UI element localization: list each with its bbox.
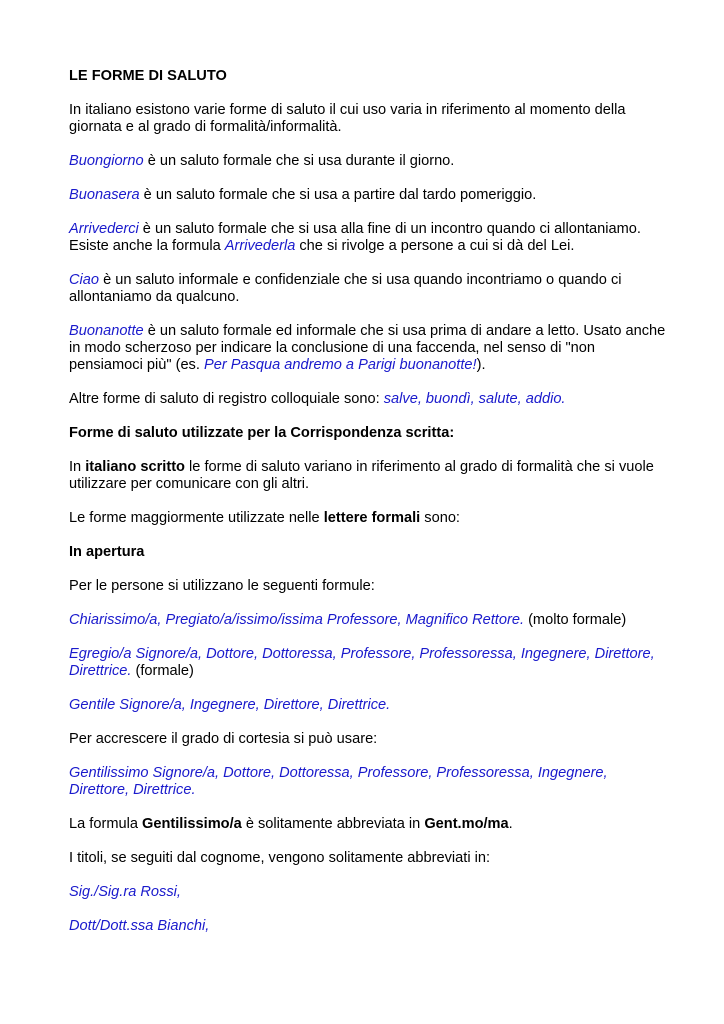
formula-formale: Egregio/a Signore/a, Dottore, Dottoressa, Professore, Professoressa, Ingegnere, Direttore, Direttrice. (formale)	[69, 646, 655, 679]
arrivederci-text: è un saluto formale che si usa alla fine di un incontro quando ci allontaniamo. Esiste anche la formula	[69, 221, 641, 254]
buongiorno-text: è un saluto formale che si usa durante il giorno.	[143, 153, 455, 169]
document-title: LE FORME DI SALUTO	[69, 68, 227, 84]
example-sig: Sig./Sig.ra Rossi,	[69, 884, 181, 900]
buonanotte-close: ).	[476, 357, 486, 373]
scritto-bold: italiano scritto	[85, 459, 185, 475]
buonanotte-example: Per Pasqua andremo a Parigi buonanotte!	[203, 357, 477, 373]
apertura-heading: In apertura	[69, 544, 145, 560]
scritto-paragraph: In italiano scritto le forme di saluto variano in riferimento al grado di formalità che si vuole utilizzare per comunicare con gli altri.	[69, 459, 654, 492]
buonanotte-term: Buonanotte	[69, 323, 144, 339]
formula-gentilissimo: Gentilissimo Signore/a, Dottore, Dottoressa, Professore, Professoressa, Ingegnere, Direttore, Direttrice.	[69, 765, 608, 798]
buonasera-term: Buonasera	[69, 187, 140, 203]
intro-paragraph: In italiano esistono varie forme di saluto il cui uso varia in riferimento al momento della giornata e al grado di formalità/informalità.	[69, 102, 626, 135]
buonanotte-paragraph	[69, 323, 669, 374]
arrivederla-text: che si rivolge a persone a cui si dà del Lei.	[295, 238, 575, 254]
buonasera-paragraph	[69, 187, 669, 204]
titoli-paragraph: I titoli, se seguiti dal cognome, vengono solitamente abbreviati in:	[69, 850, 491, 866]
altre-paragraph	[69, 391, 669, 408]
altre-text: Altre forme di saluto di registro colloquiale sono:	[69, 391, 384, 407]
altre-terms: salve, buondì, salute, addio.	[383, 391, 566, 407]
buonanotte-text: è un saluto formale ed informale che si usa prima di andare a letto. Usato anche in modo scherzoso per indicare la conclusione di una faccenda, nel senso di "non pensiamoci più" (es.	[69, 323, 666, 373]
ciao-text: è un saluto informale e confidenziale che si usa quando incontriamo o quando ci allontaniamo da qualcuno.	[69, 272, 622, 305]
lettere-paragraph: Le forme maggiormente utilizzate nelle lettere formali sono:	[69, 510, 460, 526]
arrivederla-term: Arrivederla	[224, 238, 296, 254]
abbreviata-paragraph: La formula Gentilissimo/a è solitamente abbreviata in Gent.mo/ma.	[69, 816, 513, 832]
ciao-paragraph	[69, 272, 669, 306]
lettere-bold: lettere formali	[323, 510, 421, 526]
example-dott: Dott/Dott.ssa Bianchi,	[69, 918, 210, 934]
persone-paragraph: Per le persone si utilizzano le seguenti formule:	[69, 578, 375, 594]
buongiorno-term: Buongiorno	[69, 153, 144, 169]
document-body	[69, 68, 669, 952]
arrivederci-term: Arrivederci	[69, 221, 139, 237]
corrispondenza-heading: Forme di saluto utilizzate per la Corrispondenza scritta:	[69, 425, 455, 441]
buongiorno-paragraph	[69, 153, 669, 170]
ciao-term: Ciao	[69, 272, 100, 288]
arrivederci-paragraph	[69, 221, 669, 255]
cortesia-paragraph: Per accrescere il grado di cortesia si può usare:	[69, 731, 378, 747]
formula-molto-formale: Chiarissimo/a, Pregiato/a/issimo/issima Professore, Magnifico Rettore. (molto formale)	[69, 612, 627, 628]
formula-gentile: Gentile Signore/a, Ingegnere, Direttore, Direttrice.	[69, 697, 391, 713]
buonasera-text: è un saluto formale che si usa a partire dal tardo pomeriggio.	[139, 187, 537, 203]
